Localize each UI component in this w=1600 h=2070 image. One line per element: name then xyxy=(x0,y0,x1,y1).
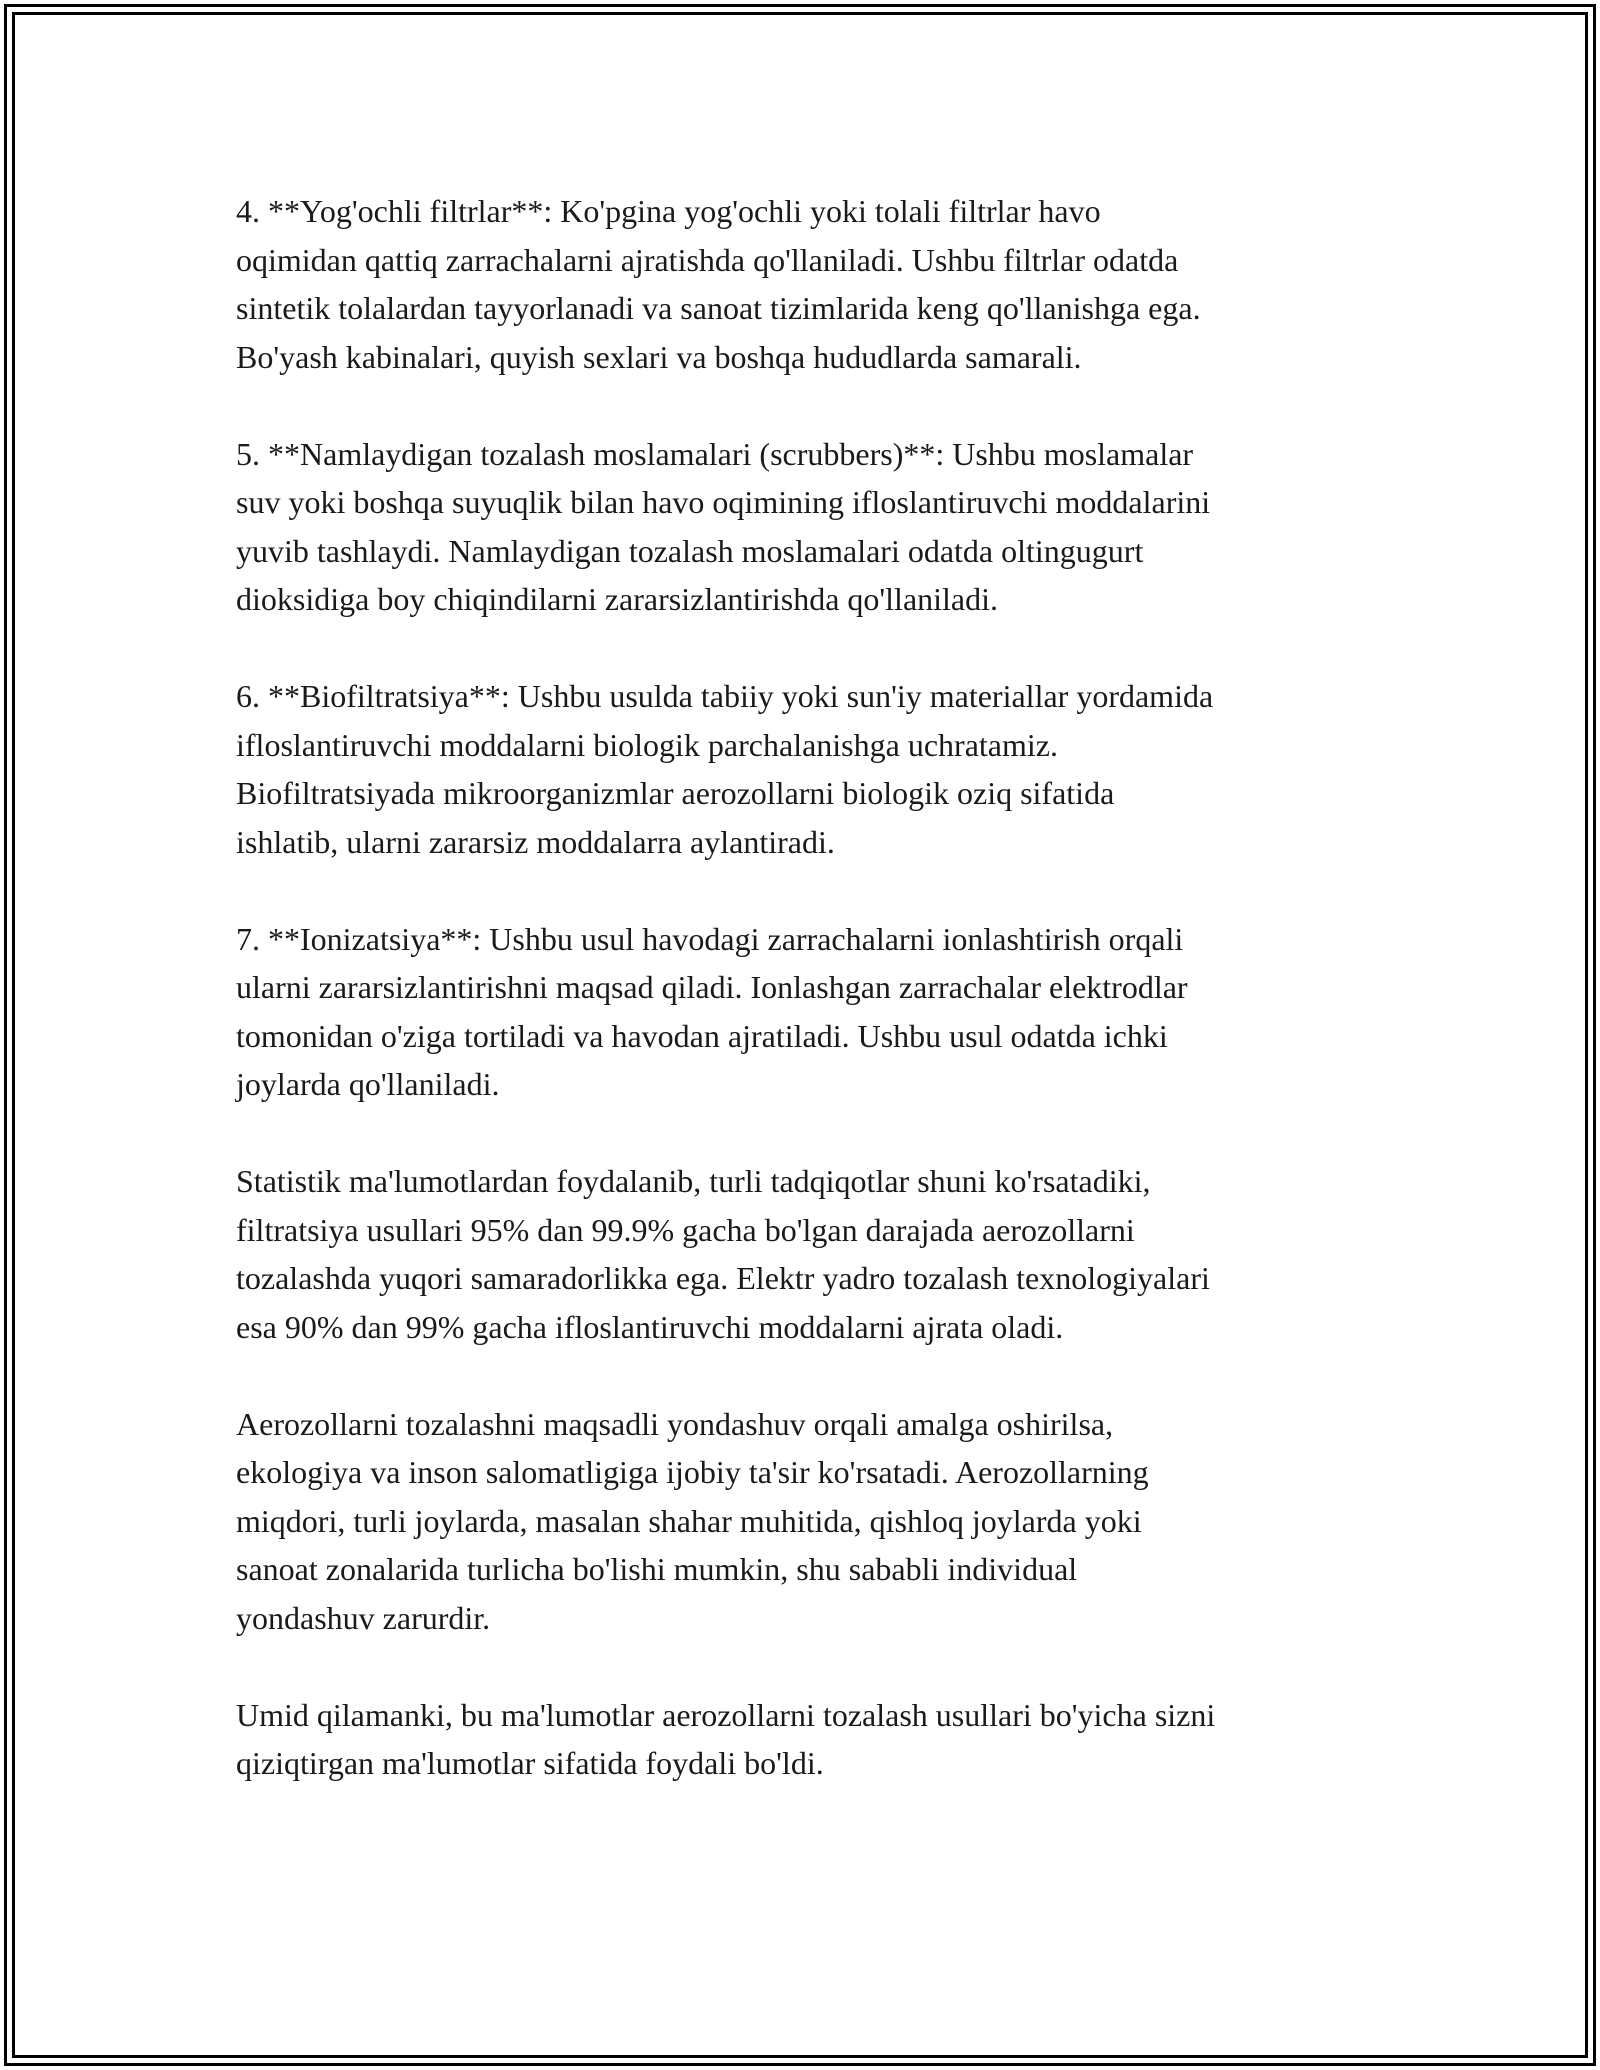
document-body xyxy=(236,187,1386,1788)
paragraph-biofiltratsiya: 6. **Biofiltratsiya**: Ushbu usulda tabiiy yoki sun'iy materiallar yordamida ifloslantiruvchi moddalarni biologik parchalanishga uchratamiz. Biofiltratsiyada mikroorganizmlar aerozollarni biologik oziq sifatida ishlatib, ularni zararsiz moddalarra aylantiradi. xyxy=(236,678,1214,860)
paragraph-closing: Umid qilamanki, bu ma'lumotlar aerozollarni tozalash usullari bo'yicha sizni qiziqtirgan ma'lumotlar sifatida foydali bo'ldi. xyxy=(236,1696,1216,1781)
paragraph-yogochli-filtrlar: 4. **Yog'ochli filtrlar**: Ko'pgina yog'ochli yoki tolali filtrlar havo oqimidan qattiq zarrachalarni ajratishda qo'llaniladi. Ushbu filtrlar odatda sintetik tolalardan tayyorlanadi va sanoat tizimlarida keng qo'llanishga ega. Bo'yash kabinalari, quyish sexlari va boshqa hududlarda samarali. xyxy=(236,193,1201,375)
paragraph-individual-approach: Aerozollarni tozalashni maqsadli yondashuv orqali amalga oshirilsa, ekologiya va inson salomatligiga ijobiy ta'sir ko'rsatadi. Aerozollarning miqdori, turli joylarda, masalan shahar muhitida, qishloq joylarda yoki sanoat zonalarida turlicha bo'lishi mumkin, shu sababli individual yondashuv zarurdir. xyxy=(236,1405,1149,1636)
paragraph-statistics: Statistik ma'lumotlardan foydalanib, turli tadqiqotlar shuni ko'rsatadiki, filtratsiya usullari 95% dan 99.9% gacha bo'lgan darajada aerozollarni tozalashda yuqori samaradorlikka ega. Elektr yadro tozalash texnologiyalari esa 90% dan 99% gacha ifloslantiruvchi moddalarni ajrata oladi. xyxy=(236,1163,1210,1345)
paragraph-ionizatsiya: 7. **Ionizatsiya**: Ushbu usul havodagi zarrachalarni ionlashtirish orqali ularni zararsizlantirishni maqsad qiladi. Ionlashgan zarrachalar elektrodlar tomonidan o'ziga tortiladi va havodan ajratiladi. Ushbu usul odatda ichki joylarda qo'llaniladi. xyxy=(236,920,1188,1102)
paragraph-namlaydigan-tozalash: 5. **Namlaydigan tozalash moslamalari (scrubbers)**: Ushbu moslamalar suv yoki boshqa suyuqlik bilan havo oqimining ifloslantiruvchi moddalarini yuvib tashlaydi. Namlaydigan tozalash moslamalari odatda oltingugurt dioksidiga boy chiqindilarni zararsizlantirishda qo'llaniladi. xyxy=(236,435,1211,617)
